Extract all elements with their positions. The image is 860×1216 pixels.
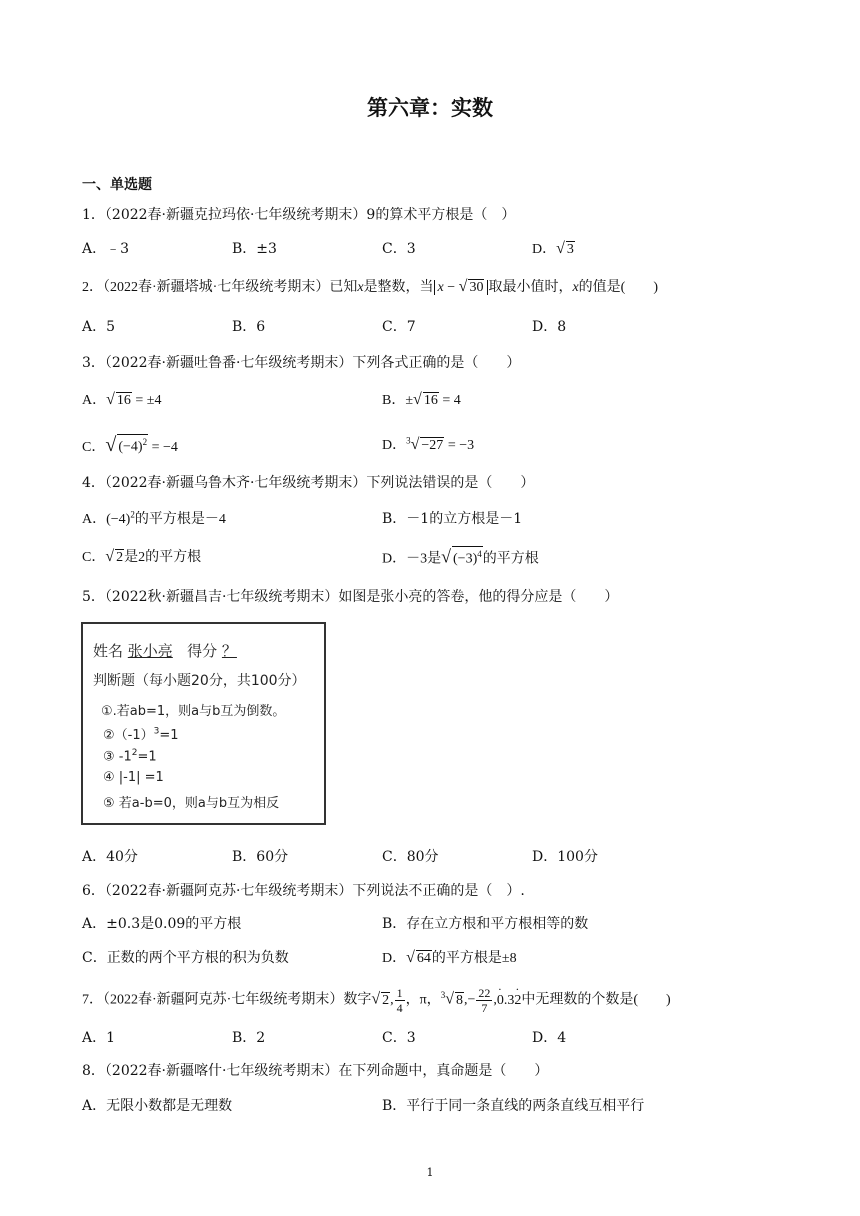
q3-option-c: C．√ $(-4)^2 = -4$ bbox=[82, 434, 178, 456]
question-5-stem: 5．（2022秋·新疆昌吉·七年级统考期末）如图是张小亮的答卷，他的得分应是（ ） bbox=[82, 589, 619, 605]
q2-option-a: A．5 bbox=[82, 319, 116, 335]
q4-option-b: B．－1的立方根是－1 bbox=[382, 511, 523, 527]
q4-option-c: C．√ 2是2的平方根 bbox=[82, 548, 202, 565]
q1-option-d: D．√ 3 bbox=[532, 240, 574, 257]
q5-option-c: C．80分 bbox=[382, 849, 439, 865]
question-2-stem: 2．（2022春·新疆塔城·七年级统考期末）已知x是整数，当 x − √ 30 取最小值时，x的值是( ) bbox=[82, 278, 658, 295]
q7-option-b: B．2 bbox=[232, 1030, 266, 1046]
answer-sheet-item-1: ①.若ab=1，则a与b互为倒数。 bbox=[101, 704, 286, 719]
q3-option-a: A．√ 16 = ±4 bbox=[82, 391, 162, 408]
page-number: 1 bbox=[426, 1166, 434, 1179]
q2-option-b: B．6 bbox=[232, 319, 266, 335]
answer-sheet-header: 姓名 张小亮 得分 ？ bbox=[93, 642, 237, 660]
answer-sheet-item-2: $②(-1)^3=1$ bbox=[103, 726, 179, 743]
q3-option-d: D．$^3$√ −27 = −3 bbox=[382, 435, 475, 453]
answer-sheet-heading: 判断题（每小题20分，共100分） bbox=[93, 673, 306, 689]
question-4-stem: 4．（2022春·新疆乌鲁木齐·七年级统考期末）下列说法错误的是（ ） bbox=[82, 475, 535, 491]
q1-option-a: A．﹣3 bbox=[82, 241, 130, 257]
q3-option-b: B．±√ 16 = 4 bbox=[382, 391, 461, 408]
question-7-stem: 7．（2022春·新疆阿克苏·七年级统考期末）数字√ 2, $\frac{1}{4}$ ，π，$^3$√ 8,− $\frac{22}{7}$ ,0.3 ·2 ·中无理数的个数是( ) bbox=[82, 986, 671, 1015]
q6-option-a: A．±0.3是0.09的平方根 bbox=[82, 916, 242, 932]
q5-option-d: D．100分 bbox=[532, 849, 598, 865]
q8-option-a: A．无限小数都是无理数 bbox=[82, 1098, 233, 1114]
q5-option-b: B．60分 bbox=[232, 849, 289, 865]
page-title: 第六章：实数 bbox=[367, 96, 493, 120]
question-8-stem: 8．（2022春·新疆喀什·七年级统考期末）在下列命题中，真命题是（ ） bbox=[82, 1063, 549, 1079]
answer-sheet-item-4: ④ |-1| =1 bbox=[103, 770, 164, 785]
q4-option-a: A．$(-4)^2$的平方根是－4 bbox=[82, 509, 226, 527]
q7-option-d: D．4 bbox=[532, 1030, 567, 1046]
q7-option-a: A．1 bbox=[82, 1030, 116, 1046]
q1-option-b: B．±3 bbox=[232, 241, 277, 257]
question-3-stem: 3．（2022春·新疆吐鲁番·七年级统考期末）下列各式正确的是（ ） bbox=[82, 355, 521, 371]
q7-option-c: C．3 bbox=[382, 1030, 416, 1046]
q2-option-c: C．7 bbox=[382, 319, 416, 335]
q2-option-d: D．8 bbox=[532, 319, 567, 335]
q4-option-d: D．－3是√ $(-3)^4$的平方根 bbox=[382, 546, 539, 567]
question-1-stem: 1．（2022春·新疆克拉玛依·七年级统考期末）9的算术平方根是（ ） bbox=[82, 207, 516, 223]
question-6-stem: 6．（2022春·新疆阿克苏·七年级统考期末）下列说法不正确的是（ ）. bbox=[82, 883, 525, 899]
q5-option-a: A．40分 bbox=[82, 849, 138, 865]
q1-option-c: C．3 bbox=[382, 241, 416, 257]
q6-option-c: C．正数的两个平方根的积为负数 bbox=[82, 950, 289, 966]
answer-sheet-image bbox=[81, 622, 326, 825]
q8-option-b: B．平行于同一条直线的两条直线互相平行 bbox=[382, 1098, 645, 1114]
section-heading: 一、单选题 bbox=[82, 177, 152, 193]
q6-option-b: B．存在立方根和平方根相等的数 bbox=[382, 916, 589, 932]
answer-sheet-item-3: ③ $-1^2=1$ bbox=[103, 748, 157, 765]
q6-option-d: D．√ 64的平方根是±8 bbox=[382, 949, 517, 966]
answer-sheet-item-5: ⑤ 若a-b=0，则a与b互为相反 bbox=[103, 796, 280, 811]
